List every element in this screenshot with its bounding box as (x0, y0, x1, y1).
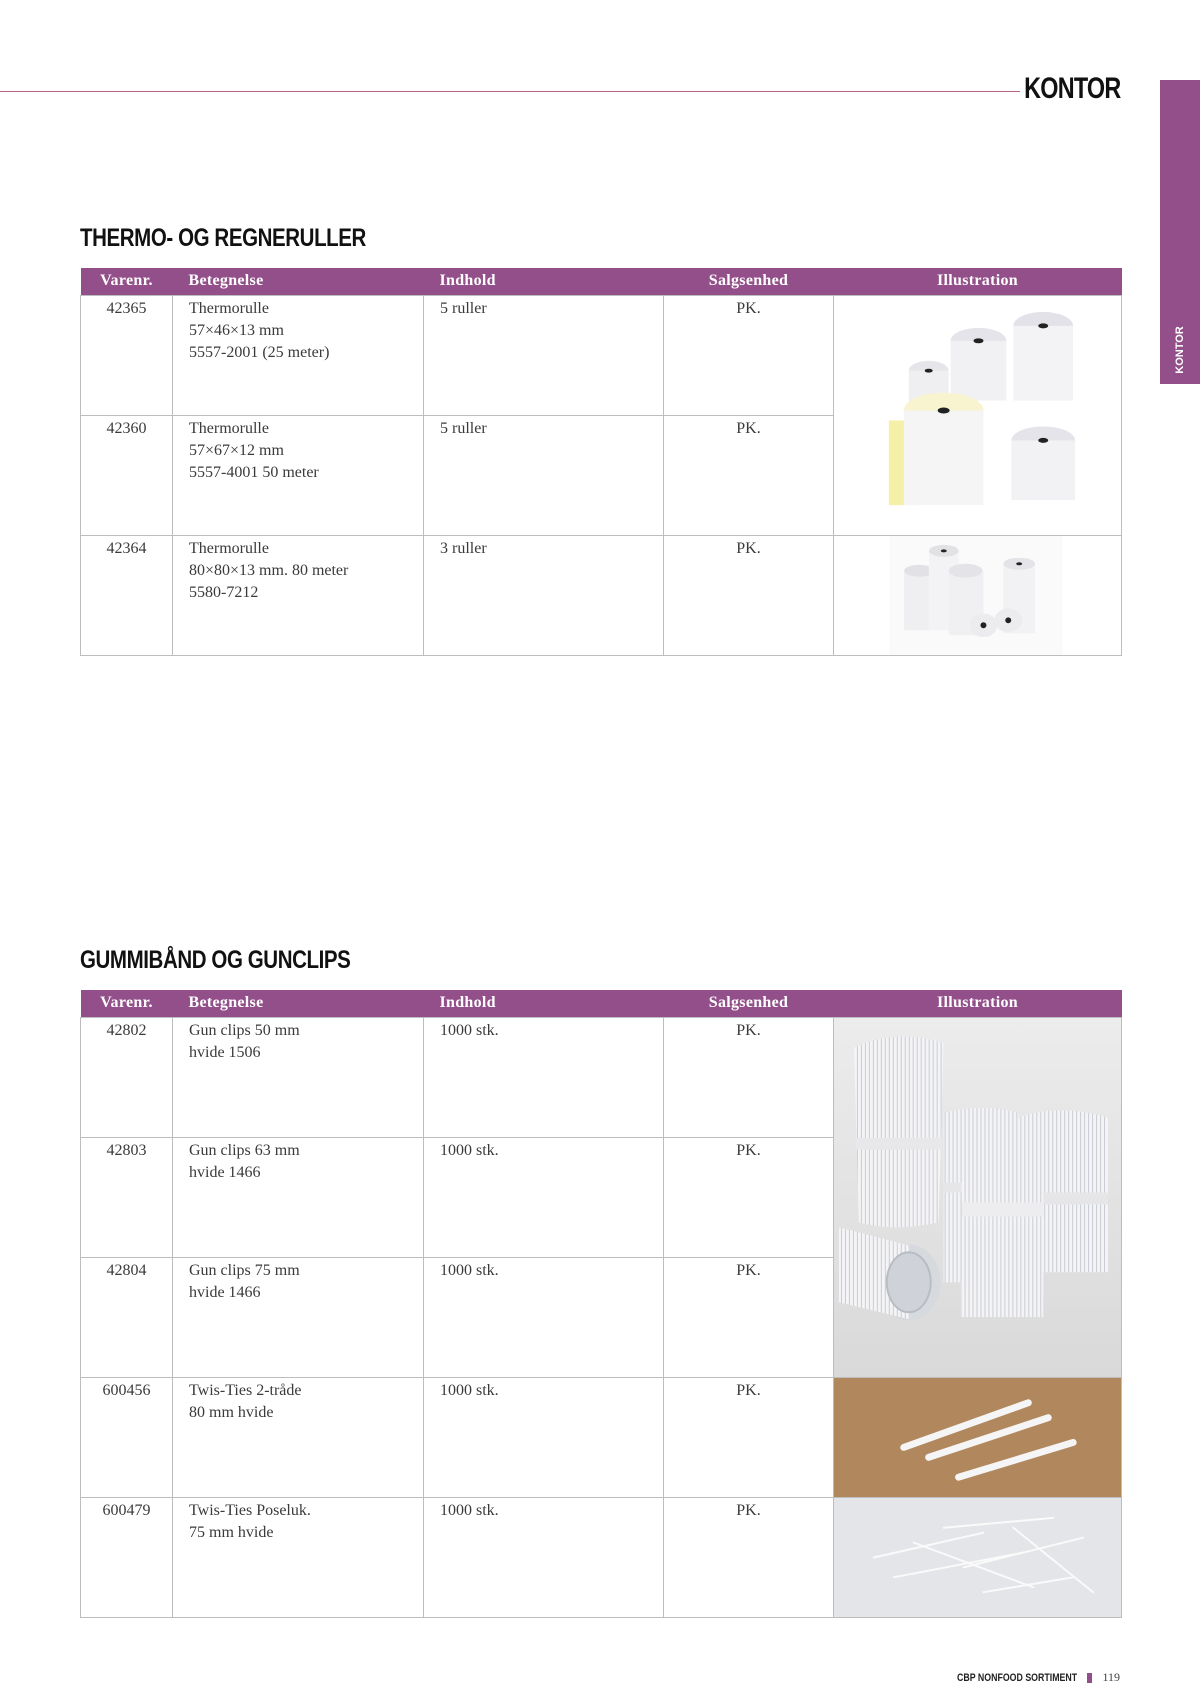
salgsenhed-cell: PK. (664, 535, 834, 655)
col-indhold: Indhold (424, 268, 664, 295)
table-row (81, 295, 1122, 415)
table-header (81, 990, 1122, 1017)
indhold-cell: 1000 stk. (424, 1257, 664, 1377)
gunclips-bundles-illustration (834, 1018, 1121, 1377)
col-betegnelse: Betegnelse (173, 268, 424, 295)
gunclips-image (834, 1017, 1122, 1377)
betegnelse-line: 57×46×13 mm (189, 321, 284, 339)
gunclips-table (80, 990, 1122, 1618)
betegnelse-cell (173, 1017, 424, 1137)
indhold-cell: 1000 stk. (424, 1497, 664, 1617)
twist-ties-image (834, 1377, 1122, 1497)
indhold-cell: 1000 stk. (424, 1017, 664, 1137)
indhold-cell: 1000 stk. (424, 1137, 664, 1257)
varenr-cell: 42365 (81, 295, 173, 415)
col-illustration: Illustration (834, 268, 1122, 295)
header-rule (0, 91, 1020, 92)
varenr-cell: 42802 (81, 1017, 173, 1137)
col-salgsenhed: Salgsenhed (664, 990, 834, 1017)
betegnelse-line: 80 mm hvide (189, 1403, 274, 1421)
betegnelse-line: 80×80×13 mm. 80 meter (189, 561, 349, 579)
section-title-gumbands: GUMMIBÅND OG GUNCLIPS (80, 946, 351, 974)
betegnelse-cell (173, 295, 424, 415)
col-betegnelse: Betegnelse (173, 990, 424, 1017)
betegnelse-line: 5557-2001 (25 meter) (189, 343, 330, 361)
varenr-cell: 600456 (81, 1377, 173, 1497)
table-header (81, 268, 1122, 295)
col-salgsenhed: Salgsenhed (664, 268, 834, 295)
betegnelse-line: 5580-7212 (189, 583, 259, 601)
betegnelse-line: hvide 1466 (189, 1283, 261, 1301)
indhold-cell: 1000 stk. (424, 1377, 664, 1497)
table-row (81, 535, 1122, 655)
betegnelse-line: Gun clips 63 mm (189, 1141, 300, 1159)
betegnelse-line: Twis-Ties Poseluk. (189, 1501, 311, 1519)
twist-ties-illustration (834, 1378, 1121, 1497)
varenr-cell: 42364 (81, 535, 173, 655)
salgsenhed-cell: PK. (664, 1137, 834, 1257)
thermo-table (80, 268, 1122, 656)
betegnelse-line: Thermorulle (189, 299, 269, 317)
varenr-cell: 42803 (81, 1137, 173, 1257)
betegnelse-line: Thermorulle (189, 539, 269, 557)
table-row (81, 1017, 1122, 1137)
betegnelse-cell (173, 1377, 424, 1497)
salgsenhed-cell: PK. (664, 1257, 834, 1377)
betegnelse-line: 75 mm hvide (189, 1523, 274, 1541)
side-tab-label: KONTOR (1174, 326, 1186, 374)
col-varenr: Varenr. (81, 268, 173, 295)
indhold-cell: 5 ruller (424, 415, 664, 535)
thermo-rolls-small-image (834, 535, 1122, 655)
col-illustration: Illustration (834, 990, 1122, 1017)
footer-mark (1087, 1673, 1092, 1683)
varenr-cell: 42804 (81, 1257, 173, 1377)
betegnelse-line: Gun clips 50 mm (189, 1021, 300, 1039)
salgsenhed-cell: PK. (664, 295, 834, 415)
betegnelse-line: 57×67×12 mm (189, 441, 284, 459)
twist-ties-loose-illustration (834, 1498, 1121, 1617)
col-indhold: Indhold (424, 990, 664, 1017)
footer-brand: CBP NONFOOD SORTIMENT (957, 1671, 1078, 1684)
paper-rolls-illustration (834, 296, 1121, 535)
table-row (81, 1497, 1122, 1617)
betegnelse-cell (173, 1137, 424, 1257)
indhold-cell: 5 ruller (424, 295, 664, 415)
betegnelse-line: hvide 1466 (189, 1163, 261, 1181)
section-title-thermo: THERMO- OG REGNERULLER (80, 224, 366, 252)
salgsenhed-cell: PK. (664, 415, 834, 535)
betegnelse-cell (173, 1257, 424, 1377)
footer (927, 1670, 1120, 1685)
page-title: KONTOR (1023, 72, 1120, 105)
side-tab (1160, 80, 1200, 384)
betegnelse-cell (173, 535, 424, 655)
salgsenhed-cell: PK. (664, 1377, 834, 1497)
betegnelse-line: 5557-4001 50 meter (189, 463, 319, 481)
betegnelse-cell (173, 415, 424, 535)
twist-ties-loose-image (834, 1497, 1122, 1617)
table-row (81, 1377, 1122, 1497)
betegnelse-line: Gun clips 75 mm (189, 1261, 300, 1279)
varenr-cell: 42360 (81, 415, 173, 535)
thermo-rolls-image (834, 295, 1122, 535)
betegnelse-line: Twis-Ties 2-tråde (189, 1381, 302, 1399)
salgsenhed-cell: PK. (664, 1017, 834, 1137)
indhold-cell: 3 ruller (424, 535, 664, 655)
salgsenhed-cell: PK. (664, 1497, 834, 1617)
betegnelse-line: hvide 1506 (189, 1043, 261, 1061)
col-varenr: Varenr. (81, 990, 173, 1017)
betegnelse-line: Thermorulle (189, 419, 269, 437)
paper-rolls-illustration (834, 536, 1121, 655)
page-number: 119 (1102, 1670, 1120, 1684)
varenr-cell: 600479 (81, 1497, 173, 1617)
betegnelse-cell (173, 1497, 424, 1617)
